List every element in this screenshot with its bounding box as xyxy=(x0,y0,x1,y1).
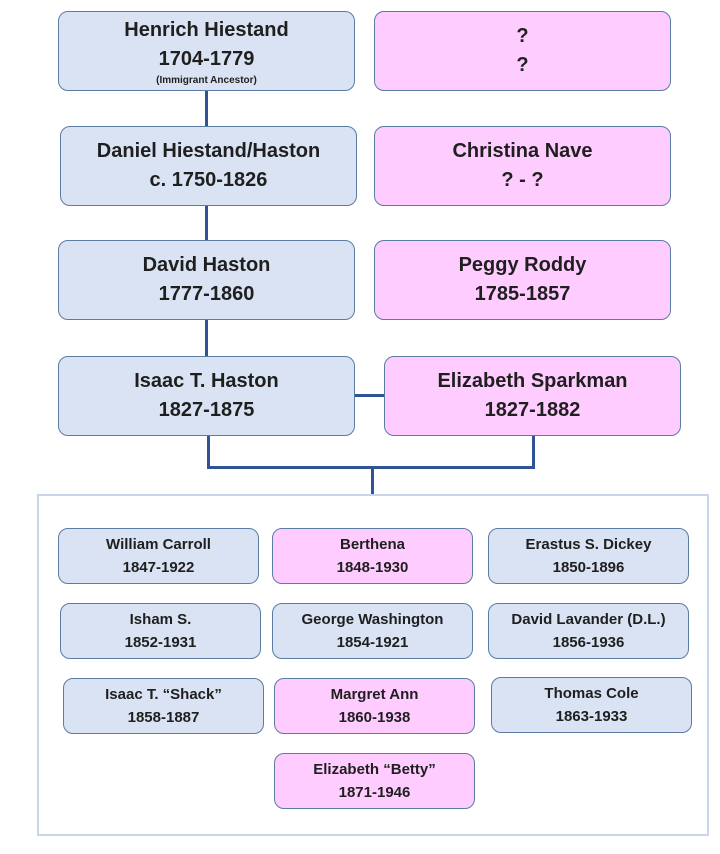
marriage-connector xyxy=(354,394,385,397)
person-christina-nave xyxy=(374,126,671,206)
child-dates: 1854-1921 xyxy=(336,634,409,651)
child-elizabeth-betty xyxy=(274,753,475,809)
person-dates: 1827-1882 xyxy=(484,399,581,421)
child-name: George Washington xyxy=(301,611,444,628)
child-dates: 1847-1922 xyxy=(122,559,195,576)
child-william-carroll xyxy=(58,528,259,584)
child-name: Elizabeth “Betty” xyxy=(313,761,436,778)
person-unknown-wife xyxy=(374,11,671,91)
lineage-connector-3 xyxy=(205,319,208,356)
child-dates: 1871-1946 xyxy=(338,784,411,801)
person-daniel-hiestand-haston xyxy=(60,126,357,206)
child-david-lavander xyxy=(488,603,689,659)
child-berthena xyxy=(272,528,473,584)
lineage-connector-1 xyxy=(205,90,208,126)
person-peggy-roddy xyxy=(374,240,671,320)
child-dates: 1860-1938 xyxy=(338,709,411,726)
child-name: Erastus S. Dickey xyxy=(525,536,652,553)
person-name: Isaac T. Haston xyxy=(134,370,279,392)
children-bracket-left xyxy=(207,435,210,468)
person-name: Daniel Hiestand/Haston xyxy=(96,140,321,162)
child-erastus-s-dickey xyxy=(488,528,689,584)
child-isham-s xyxy=(60,603,261,659)
person-david-haston xyxy=(58,240,355,320)
child-dates: 1856-1936 xyxy=(552,634,625,651)
person-dates: c. 1750-1826 xyxy=(149,169,268,191)
person-name: Henrich Hiestand xyxy=(124,18,289,41)
person-name: Peggy Roddy xyxy=(458,254,587,276)
child-thomas-cole xyxy=(491,677,692,733)
person-dates: 1777-1860 xyxy=(158,283,255,305)
person-henrich-hiestand xyxy=(58,11,355,91)
person-dates: ? - ? xyxy=(501,169,544,191)
child-dates: 1858-1887 xyxy=(127,709,200,726)
child-name: William Carroll xyxy=(106,536,211,553)
lineage-connector-2 xyxy=(205,205,208,240)
person-dates: ? xyxy=(516,54,529,76)
person-note: (Immigrant Ancestor) xyxy=(156,74,257,86)
person-elizabeth-sparkman xyxy=(384,356,681,436)
child-name: Isham S. xyxy=(129,611,192,628)
person-name: ? xyxy=(516,25,529,47)
child-name: David Lavander (D.L.) xyxy=(511,611,666,628)
children-connector xyxy=(371,466,374,496)
child-name: Margret Ann xyxy=(330,686,419,703)
person-dates: 1785-1857 xyxy=(474,283,571,305)
person-name: Elizabeth Sparkman xyxy=(437,370,628,392)
child-dates: 1848-1930 xyxy=(336,559,409,576)
child-dates: 1852-1931 xyxy=(124,634,197,651)
child-isaac-t-shack xyxy=(63,678,264,734)
child-name: Isaac T. “Shack” xyxy=(105,686,222,703)
children-bracket-right xyxy=(532,435,535,468)
child-george-washington xyxy=(272,603,473,659)
child-dates: 1863-1933 xyxy=(555,708,628,725)
person-dates: 1827-1875 xyxy=(158,399,255,421)
child-dates: 1850-1896 xyxy=(552,559,625,576)
child-margret-ann xyxy=(274,678,475,734)
child-name: Thomas Cole xyxy=(544,685,639,702)
person-name: Christina Nave xyxy=(452,140,593,162)
person-isaac-t-haston xyxy=(58,356,355,436)
person-dates: 1704-1779 xyxy=(158,47,255,70)
child-name: Berthena xyxy=(339,536,406,553)
person-name: David Haston xyxy=(142,254,271,276)
